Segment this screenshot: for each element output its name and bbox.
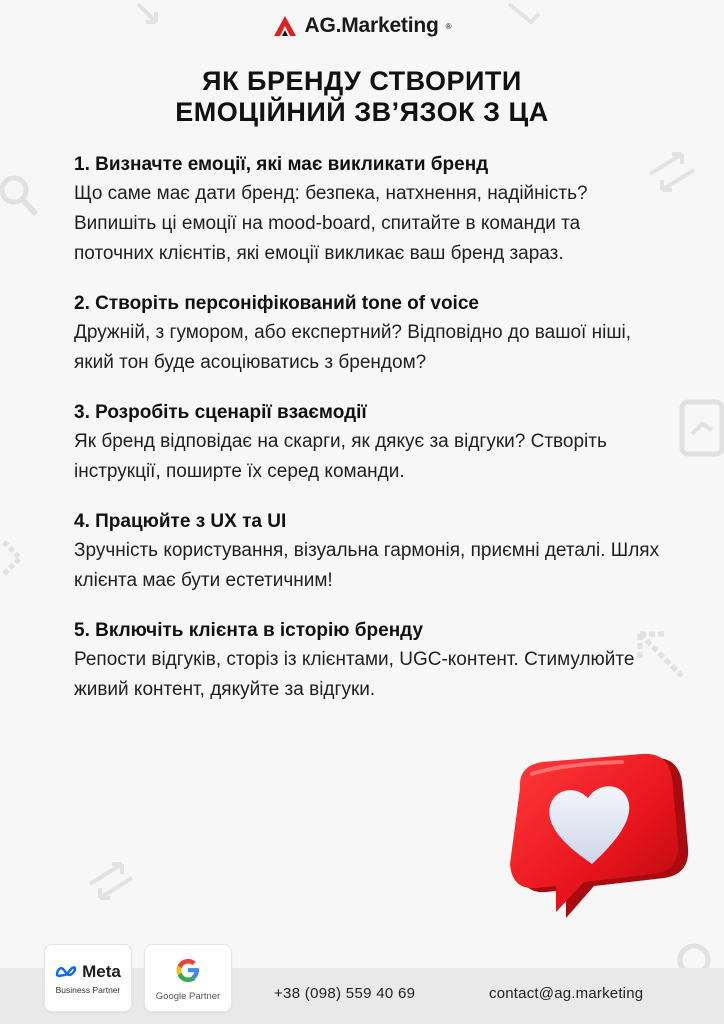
meta-logo <box>55 962 121 982</box>
tip-heading: 1. Визначте емоції, які має викликати бренд <box>74 154 489 175</box>
meta-partner-badge[interactable] <box>44 944 132 1012</box>
background-pixel-arrow-icon <box>0 532 40 588</box>
google-logo-icon <box>173 955 203 985</box>
title-line-1: ЯК БРЕНДУ СТВОРИТИ <box>202 66 522 96</box>
tip-body: Зручність користування, візуальна гармонія, приємні деталі. Шлях клієнта має бути естетичним! <box>74 540 660 591</box>
email-link[interactable]: contact@ag.marketing <box>489 985 644 1002</box>
tip-heading: 2. Створіть персоніфікований tone of voice <box>74 293 479 314</box>
meta-name: Meta <box>82 961 121 981</box>
tip-body: Як бренд відповідає на скарги, як дякує за відгуки? Створіть інструкції, поширте їх серед команди. <box>74 431 607 482</box>
background-magnifier-icon <box>0 172 44 222</box>
background-chart-icon <box>676 396 724 466</box>
tip-heading: 4. Працюйте з UX та UI <box>74 511 287 532</box>
tip-section <box>74 616 664 705</box>
tip-section <box>74 289 664 378</box>
tip-heading: 5. Включіть клієнта в історію бренду <box>74 620 424 641</box>
brand-name: AG.Marketing <box>304 14 439 37</box>
heart-bubble-icon <box>502 752 690 922</box>
registered-mark: ® <box>445 21 452 31</box>
brand-logo[interactable] <box>0 14 724 38</box>
meta-logo-icon <box>55 965 79 979</box>
phone-link[interactable]: +38 (098) 559 40 69 <box>274 985 416 1002</box>
tip-section <box>74 150 664 269</box>
tip-section <box>74 398 664 487</box>
tip-body: Дружній, з гумором, або експертний? Відповідно до вашої ніші, який тон буде асоціюватись з брендом? <box>74 322 632 373</box>
meta-badge-subtitle: Business Partner <box>55 984 121 995</box>
title-line-2: ЕМОЦІЙНИЙ ЗВ’ЯЗОК З ЦА <box>175 97 549 127</box>
page-title <box>0 66 724 128</box>
tips-list <box>74 150 664 725</box>
tip-body: Репости відгуків, сторіз із клієнтами, UGC-контент. Стимулюйте живий контент, дякуйте за відгуки. <box>74 649 635 700</box>
tip-section <box>74 507 664 596</box>
background-sort-arrows-2-icon <box>82 856 142 904</box>
google-badge-subtitle: Google Partner <box>155 990 221 1002</box>
google-partner-badge[interactable] <box>144 944 232 1012</box>
tip-heading: 3. Розробіть сценарії взаємодії <box>74 402 367 423</box>
tip-body: Що саме має дати бренд: безпека, натхнення, надійність? Випишіть ці емоції на mood-board, спитайте в команди та поточних клієнтів, які емоції викликає ваш бренд зараз. <box>74 183 588 264</box>
logo-mark-icon <box>272 14 298 38</box>
